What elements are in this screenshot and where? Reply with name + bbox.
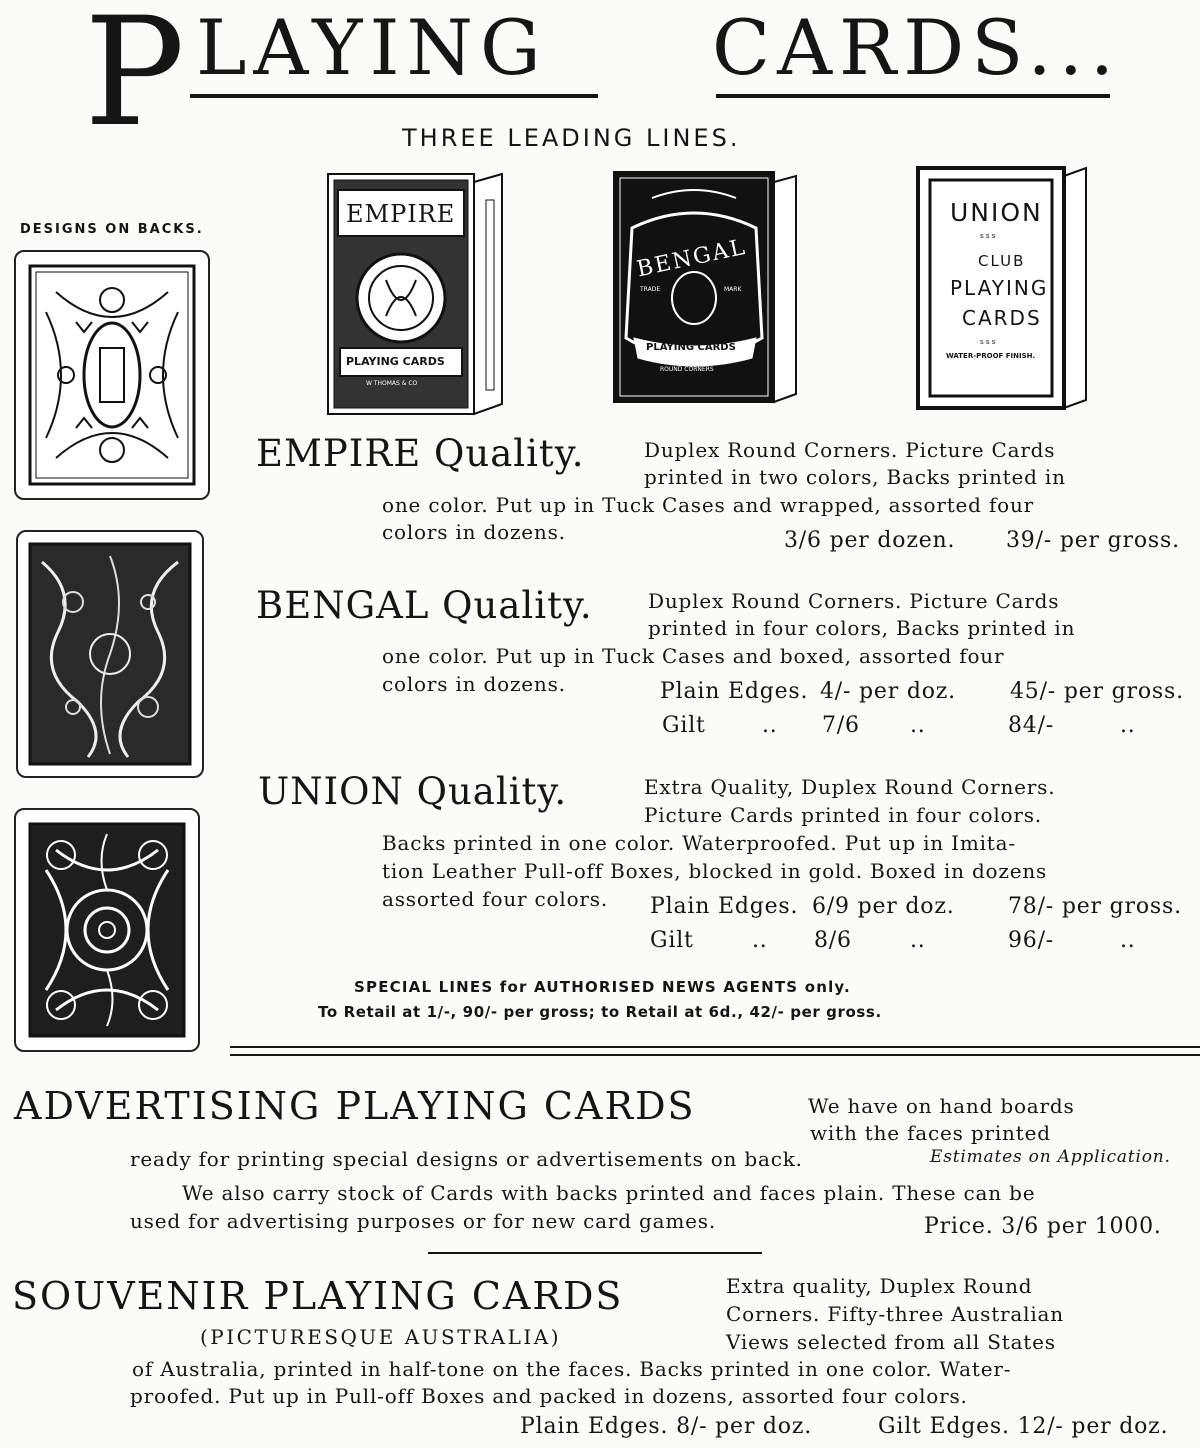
bengal-gilt-doz: 7/6 xyxy=(822,713,860,738)
bengal-gilt-dots-2: .. xyxy=(910,713,926,738)
card-back-empire xyxy=(14,250,210,500)
section-rule-bottom xyxy=(230,1054,1200,1056)
union-line-3: Backs printed in one color. Waterproofed. Put up in Imita- xyxy=(382,831,1016,855)
empire-line-2: printed in two colors, Backs printed in xyxy=(644,465,1066,489)
union-plain-gross: 78/- per gross. xyxy=(1008,894,1182,919)
union-plain-label: Plain Edges. xyxy=(650,894,799,919)
card-back-bengal xyxy=(16,530,204,778)
box-union-club: CLUB xyxy=(978,252,1026,270)
empire-line-1: Duplex Round Corners. Picture Cards xyxy=(644,438,1056,462)
union-heading: UNION Quality. xyxy=(258,770,568,813)
box-bengal-title: BENGAL xyxy=(634,234,749,283)
bengal-gilt-dots-1: .. xyxy=(762,713,778,738)
union-gilt-dots-3: .. xyxy=(1120,928,1136,953)
union-line-2: Picture Cards printed in four colors. xyxy=(644,803,1042,827)
souvenir-side-2: Corners. Fifty-three Australian xyxy=(726,1302,1064,1326)
bengal-line-2: printed in four colors, Backs printed in xyxy=(648,616,1076,640)
box-union xyxy=(916,164,1088,412)
bengal-line-4: colors in dozens. xyxy=(382,672,566,696)
advertising-heading: ADVERTISING PLAYING CARDS xyxy=(14,1084,696,1128)
souvenir-line-4: of Australia, printed in half-tone on the faces. Backs printed in one color. Water- xyxy=(132,1357,1012,1381)
union-gilt-dots-2: .. xyxy=(910,928,926,953)
union-gilt-doz: 8/6 xyxy=(814,928,852,953)
bengal-gilt-gross: 84/- xyxy=(1008,713,1055,738)
union-line-4: tion Leather Pull-off Boxes, blocked in gold. Boxed in dozens xyxy=(382,859,1048,883)
special-line-2: To Retail at 1/-, 90/- per gross; to Retail at 6d., 42/- per gross. xyxy=(318,1003,882,1021)
advertising-line-4: We also carry stock of Cards with backs printed and faces plain. These can be xyxy=(182,1181,1036,1205)
empire-heading: EMPIRE Quality. xyxy=(256,432,585,475)
empire-price-dozen: 3/6 per dozen. xyxy=(784,528,956,553)
bengal-plain-label: Plain Edges. xyxy=(660,679,809,704)
souvenir-subheading: (PICTURESQUE AUSTRALIA) xyxy=(200,1325,561,1349)
card-back-union xyxy=(14,808,200,1052)
advertising-side-2: with the faces printed xyxy=(810,1121,1051,1145)
advertising-side-1: We have on hand boards xyxy=(808,1094,1075,1118)
union-line-5: assorted four colors. xyxy=(382,887,608,911)
box-bengal-mark: MARK xyxy=(724,286,742,293)
bengal-gilt-label: Gilt xyxy=(662,713,706,738)
bengal-gilt-dots-3: .. xyxy=(1120,713,1136,738)
union-plain-doz: 6/9 per doz. xyxy=(812,894,955,919)
box-union-dots-top: s s s xyxy=(980,232,996,240)
box-empire xyxy=(326,170,504,416)
advertising-price: Price. 3/6 per 1000. xyxy=(924,1214,1162,1239)
bengal-plain-doz: 4/- per doz. xyxy=(820,679,956,704)
title-underline-right xyxy=(716,94,1110,98)
box-empire-title: EMPIRE xyxy=(346,200,456,228)
souvenir-plain-price: Plain Edges. 8/- per doz. xyxy=(520,1414,813,1439)
title-cards: CARDS... xyxy=(712,3,1122,92)
box-bengal-label: PLAYING CARDS xyxy=(646,342,736,353)
box-union-title: UNION xyxy=(950,198,1043,227)
union-gilt-dots-1: .. xyxy=(752,928,768,953)
union-gilt-gross: 96/- xyxy=(1008,928,1055,953)
box-union-dots-bottom: s s s xyxy=(980,338,996,346)
advertising-estimates: Estimates on Application. xyxy=(930,1147,1171,1167)
box-union-finish: WATER-PROOF FINISH. xyxy=(946,352,1036,360)
souvenir-heading: SOUVENIR PLAYING CARDS xyxy=(12,1274,624,1318)
empire-line-4: colors in dozens. xyxy=(382,520,566,544)
souvenir-gilt-price: Gilt Edges. 12/- per doz. xyxy=(878,1414,1169,1439)
bengal-line-3: one color. Put up in Tuck Cases and boxed, assorted four xyxy=(382,644,1005,668)
box-union-cards: CARDS xyxy=(962,306,1042,330)
empire-line-3: one color. Put up in Tuck Cases and wrapped, assorted four xyxy=(382,493,1035,517)
empire-price-gross: 39/- per gross. xyxy=(1006,528,1180,553)
title-playing: LAYING xyxy=(196,3,548,92)
souvenir-line-5: proofed. Put up in Pull-off Boxes and packed in dozens, assorted four colors. xyxy=(130,1384,968,1408)
advertising-line-3: ready for printing special designs or advertisements on back. xyxy=(130,1147,803,1171)
souvenir-side-3: Views selected from all States xyxy=(726,1330,1056,1354)
section-rule-top xyxy=(230,1046,1200,1048)
box-empire-maker: W THOMAS & CO xyxy=(366,380,418,387)
title-underline-left xyxy=(190,94,598,98)
souvenir-side-1: Extra quality, Duplex Round xyxy=(726,1274,1033,1298)
box-bengal xyxy=(612,168,798,404)
box-empire-label: PLAYING CARDS xyxy=(346,355,445,368)
box-union-playing: PLAYING xyxy=(950,276,1049,300)
special-line-1: SPECIAL LINES for AUTHORISED NEWS AGENTS only. xyxy=(354,978,851,996)
union-gilt-label: Gilt xyxy=(650,928,694,953)
souvenir-rule xyxy=(428,1252,762,1254)
backs-label: DESIGNS ON BACKS. xyxy=(20,222,204,237)
union-line-1: Extra Quality, Duplex Round Corners. xyxy=(644,775,1056,799)
bengal-heading: BENGAL Quality. xyxy=(256,584,593,627)
bengal-plain-gross: 45/- per gross. xyxy=(1010,679,1184,704)
advertising-line-5: used for advertising purposes or for new card games. xyxy=(130,1209,716,1233)
box-bengal-trade: TRADE xyxy=(640,286,661,293)
subtitle: THREE LEADING LINES. xyxy=(402,124,741,152)
box-bengal-sub: ROUND CORNERS xyxy=(660,366,714,373)
bengal-line-1: Duplex Round Corners. Picture Cards xyxy=(648,589,1060,613)
title-initial: P xyxy=(84,0,185,160)
